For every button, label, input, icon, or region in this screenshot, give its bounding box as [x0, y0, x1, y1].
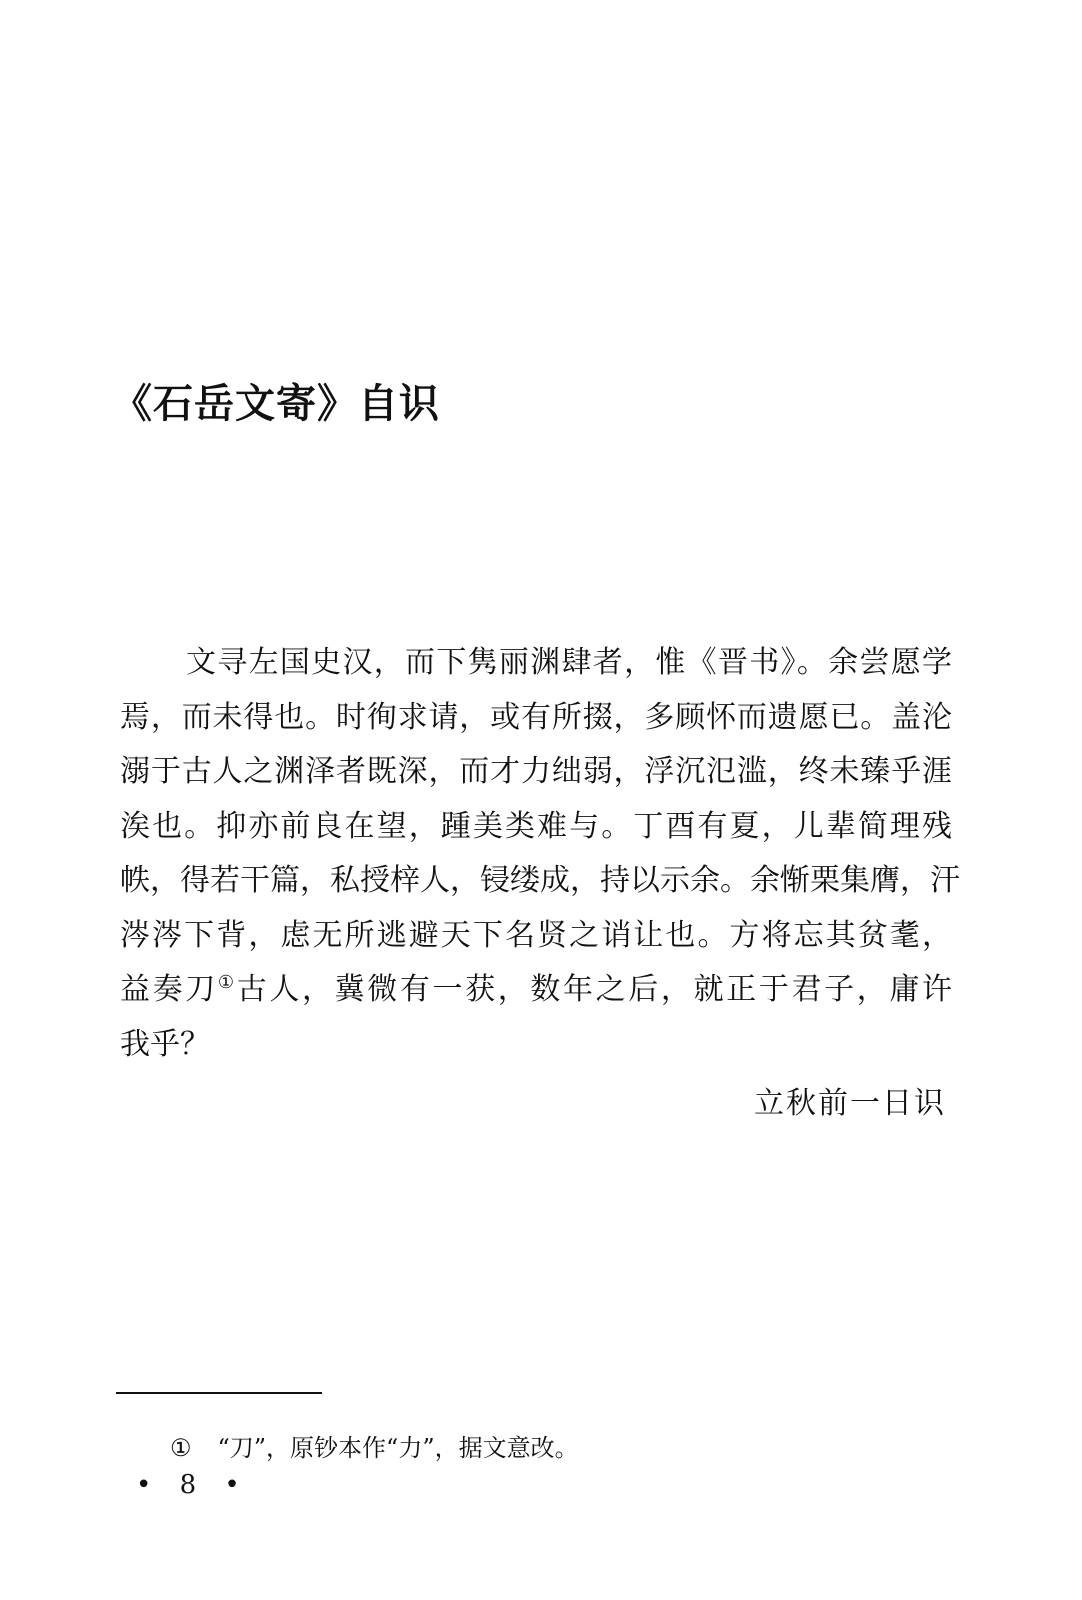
body-text — [120, 636, 960, 1072]
body-line: 涔涔下背，虑无所逃避天下名贤之诮让也。方将忘其贫耄， — [120, 917, 952, 953]
page-number: • 8 • — [136, 1470, 250, 1500]
footnote-reference: ① — [217, 972, 237, 993]
body-line-lead: 益奏刀 — [120, 972, 218, 1007]
signoff-date: 立秋前一日识 — [754, 1086, 946, 1121]
page-title: 《石岳文寄》自识 — [112, 380, 440, 427]
body-line-with-note — [120, 963, 952, 1018]
body-line-rest: 古人，冀微有一获，数年之后，就正于君子，庸许 — [236, 972, 953, 1007]
footnote-divider — [116, 1392, 322, 1394]
body-line: 涘也。抑亦前良在望，踵美类难与。丁酉有夏，儿辈简理残 — [120, 808, 952, 844]
footnote — [170, 1428, 579, 1463]
footnote-text: “刀”，原钞本作“力”，据文意改。 — [217, 1434, 579, 1462]
body-line: 文寻左国史汉，而下隽丽渊肆者，惟《晋书》。余尝愿学 — [186, 645, 952, 680]
body-line: 帙，得若干篇，私授梓人，锓缕成，持以示余。余惭栗集膺，汗 — [120, 863, 960, 898]
body-line: 我乎？ — [120, 1026, 210, 1062]
body-line: 焉，而未得也。时徇求请，或有所掇，多顾怀而遗愿已。盖沦 — [120, 699, 952, 735]
footnote-mark: ① — [170, 1434, 192, 1462]
body-line: 溺于古人之渊泽者既深，而才力绌弱，浮沉氾滥，终未臻乎涯 — [120, 754, 952, 789]
